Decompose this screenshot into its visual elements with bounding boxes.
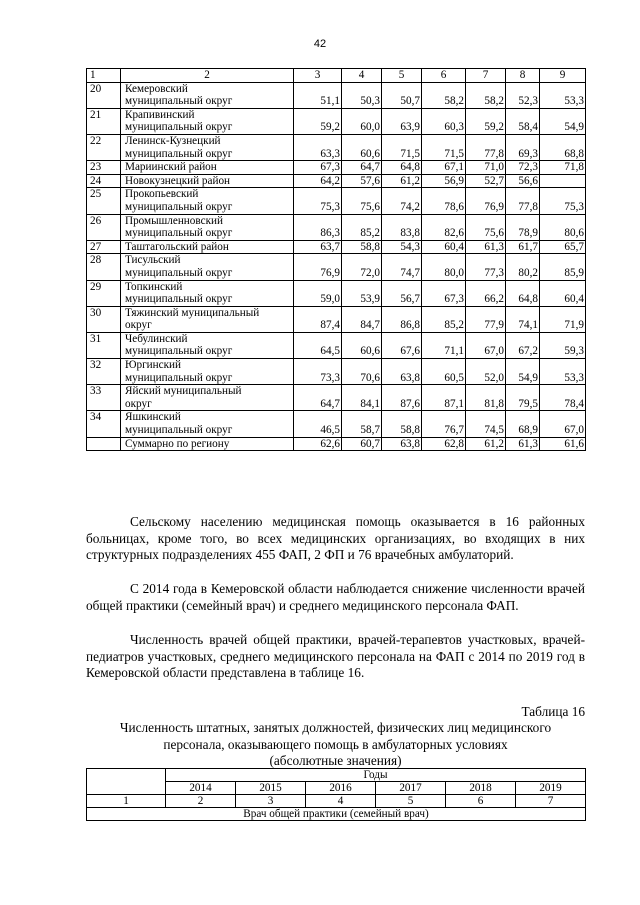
value-cell: 74,5	[466, 411, 506, 437]
header-cell: 3	[294, 69, 342, 83]
district-name-line: округ	[125, 397, 152, 410]
district-name-line: Тяжинский муниципальный	[125, 306, 260, 319]
value-cell: 62,8	[422, 437, 466, 451]
year-cell: 2017	[376, 782, 446, 795]
table-row	[87, 359, 586, 385]
district-name	[121, 359, 294, 385]
year-cell: 2019	[516, 782, 586, 795]
district-name-line: Кемеровский	[125, 82, 188, 95]
value-cell: 67,0	[540, 411, 586, 437]
caption-line: персонала, оказывающего помощь в амбулаторных условиях	[163, 736, 508, 752]
district-name-line: Топкинский	[125, 280, 183, 293]
value-cell: 75,6	[466, 214, 506, 240]
district-name	[121, 214, 294, 240]
value-cell: 85,2	[422, 306, 466, 332]
table-row	[87, 385, 586, 411]
district-name-line: округ	[125, 319, 152, 332]
district-name-line: Юргинский	[125, 359, 182, 372]
district-name-line: Чебулинский	[125, 332, 188, 345]
value-cell: 80,2	[506, 254, 540, 280]
district-name	[121, 134, 294, 160]
value-cell: 75,3	[540, 188, 586, 214]
value-cell: 71,5	[382, 134, 422, 160]
value-cell: 61,3	[466, 240, 506, 254]
table-row	[87, 332, 586, 358]
paragraph: Сельскому населению медицинская помощь оказывается в 16 районных больницах, кроме того, во всех медицинских организациях, во входящих в них структурных подразделениях 455 ФАП, 2 ФП и 76 врачебных амбулаторий.	[86, 514, 585, 563]
district-name	[121, 240, 294, 254]
row-number: 28	[87, 254, 121, 280]
district-name-line: муниципальный округ	[125, 293, 233, 306]
value-cell: 57,6	[342, 174, 382, 188]
header-cell: 4	[342, 69, 382, 83]
row-number: 30	[87, 306, 121, 332]
paragraph: Численность врачей общей практики, врачей-терапевтов участковых, врачей-педиатров участковых, среднего медицинского персонала на ФАП с 2014 по 2019 год в Кемеровской области представлена в таблице 16.	[86, 632, 585, 681]
value-cell: 72,0	[342, 254, 382, 280]
value-cell: 59,2	[294, 108, 342, 134]
caption-line: Численность штатных, занятых должностей, физических лиц медицинского	[119, 720, 552, 735]
value-cell: 80,0	[422, 254, 466, 280]
value-cell: 50,3	[342, 82, 382, 108]
district-name	[121, 188, 294, 214]
district-name-line: Таштагольский район	[125, 240, 229, 253]
row-number: 32	[87, 359, 121, 385]
district-name	[121, 280, 294, 306]
value-cell: 74,7	[382, 254, 422, 280]
body-text	[86, 632, 585, 682]
value-cell: 71,0	[466, 161, 506, 175]
value-cell: 76,7	[422, 411, 466, 437]
table-row	[87, 240, 586, 254]
value-cell: 54,3	[382, 240, 422, 254]
value-cell: 73,3	[294, 359, 342, 385]
data-table	[86, 68, 586, 451]
value-cell: 61,6	[540, 437, 586, 451]
value-cell: 61,2	[466, 437, 506, 451]
value-cell: 77,3	[466, 254, 506, 280]
value-cell: 77,9	[466, 306, 506, 332]
table-label: Таблица 16	[521, 704, 585, 719]
district-name	[121, 437, 294, 451]
value-cell: 66,2	[466, 280, 506, 306]
district-name-line: Промышленновский	[125, 214, 223, 227]
district-name-line: Яшкинский	[125, 411, 181, 424]
value-cell: 58,2	[466, 82, 506, 108]
district-name	[121, 108, 294, 134]
table-row	[87, 174, 586, 188]
year-cell: 2016	[306, 782, 376, 795]
district-name-line: Новокузнецкий район	[125, 174, 231, 187]
empty-header-cell	[87, 769, 166, 795]
value-cell: 67,2	[506, 332, 540, 358]
col-number-cell: 1	[87, 795, 166, 808]
value-cell: 76,9	[466, 188, 506, 214]
value-cell: 81,8	[466, 385, 506, 411]
value-cell: 52,0	[466, 359, 506, 385]
row-number: 23	[87, 161, 121, 175]
district-name-line: Мариинский район	[125, 161, 217, 174]
year-cell: 2018	[446, 782, 516, 795]
value-cell: 84,7	[342, 306, 382, 332]
header-cell: 2	[121, 69, 294, 83]
row-number: 33	[87, 385, 121, 411]
value-cell: 58,7	[342, 411, 382, 437]
district-name-line: Крапивинский	[125, 108, 195, 121]
value-cell: 60,5	[422, 359, 466, 385]
table-16	[86, 768, 586, 821]
row-number	[87, 437, 121, 451]
caption-line: (абсолютные значения)	[269, 753, 402, 768]
table-row	[87, 254, 586, 280]
value-cell: 78,9	[506, 214, 540, 240]
header-cell: 6	[422, 69, 466, 83]
value-cell: 60,7	[342, 437, 382, 451]
district-name	[121, 411, 294, 437]
value-cell: 53,3	[540, 82, 586, 108]
value-cell: 64,7	[294, 385, 342, 411]
value-cell: 67,0	[466, 332, 506, 358]
value-cell: 59,0	[294, 280, 342, 306]
value-cell: 75,6	[342, 188, 382, 214]
district-name	[121, 174, 294, 188]
body-text	[86, 581, 585, 614]
value-cell: 61,7	[506, 240, 540, 254]
value-cell: 82,6	[422, 214, 466, 240]
district-name-line: муниципальный округ	[125, 266, 233, 279]
year-cell: 2015	[236, 782, 306, 795]
table-row	[87, 214, 586, 240]
value-cell: 59,3	[540, 332, 586, 358]
value-cell: 56,7	[382, 280, 422, 306]
row-number: 21	[87, 108, 121, 134]
district-name-line: Прокопьевский	[125, 188, 199, 201]
col-number-cell: 7	[516, 795, 586, 808]
value-cell: 60,0	[342, 108, 382, 134]
value-cell: 85,2	[342, 214, 382, 240]
value-cell: 79,5	[506, 385, 540, 411]
value-cell: 46,5	[294, 411, 342, 437]
value-cell: 68,8	[540, 134, 586, 160]
district-name	[121, 385, 294, 411]
table-header-row	[87, 69, 586, 83]
row-number: 29	[87, 280, 121, 306]
value-cell: 60,6	[342, 332, 382, 358]
col-number-cell: 4	[306, 795, 376, 808]
value-cell: 63,8	[382, 359, 422, 385]
section-row: Врач общей практики (семейный врач)	[87, 808, 586, 821]
value-cell	[540, 174, 586, 188]
district-name-line: муниципальный округ	[125, 147, 233, 160]
district-name-line: муниципальный округ	[125, 371, 233, 384]
header-cell: 1	[87, 69, 121, 83]
value-cell: 52,7	[466, 174, 506, 188]
value-cell: 86,3	[294, 214, 342, 240]
district-name-line: Суммарно по региону	[125, 437, 230, 450]
table-caption	[86, 720, 585, 770]
value-cell: 54,9	[506, 359, 540, 385]
value-cell: 52,3	[506, 82, 540, 108]
value-cell: 60,6	[342, 134, 382, 160]
value-cell: 71,8	[540, 161, 586, 175]
value-cell: 63,8	[382, 437, 422, 451]
header-cell: 7	[466, 69, 506, 83]
value-cell: 61,3	[506, 437, 540, 451]
district-name-line: муниципальный округ	[125, 424, 233, 437]
row-number: 26	[87, 214, 121, 240]
district-name-line: муниципальный округ	[125, 121, 233, 134]
value-cell: 76,9	[294, 254, 342, 280]
value-cell: 63,7	[294, 240, 342, 254]
row-number: 25	[87, 188, 121, 214]
value-cell: 87,4	[294, 306, 342, 332]
value-cell: 60,4	[422, 240, 466, 254]
header-cell: 5	[382, 69, 422, 83]
value-cell: 85,9	[540, 254, 586, 280]
value-cell: 71,1	[422, 332, 466, 358]
value-cell: 64,8	[382, 161, 422, 175]
col-number-cell: 5	[376, 795, 446, 808]
col-number-cell: 6	[446, 795, 516, 808]
value-cell: 60,4	[540, 280, 586, 306]
paragraph: С 2014 года в Кемеровской области наблюдается снижение численности врачей общей практики (семейный врач) и среднего медицинского персонала ФАП.	[86, 581, 585, 613]
years-header: Годы	[166, 769, 586, 782]
value-cell: 75,3	[294, 188, 342, 214]
district-name-line: муниципальный округ	[125, 345, 233, 358]
col-number-cell: 3	[236, 795, 306, 808]
district-name-line: муниципальный округ	[125, 227, 233, 240]
value-cell: 84,1	[342, 385, 382, 411]
value-cell: 64,8	[506, 280, 540, 306]
table-row	[87, 306, 586, 332]
table-row	[87, 188, 586, 214]
row-number: 27	[87, 240, 121, 254]
district-name-line: Яйский муниципальный	[125, 385, 242, 398]
year-cell: 2014	[166, 782, 236, 795]
value-cell: 67,1	[422, 161, 466, 175]
district-name	[121, 306, 294, 332]
value-cell: 58,4	[506, 108, 540, 134]
header-cell: 9	[540, 69, 586, 83]
row-number: 34	[87, 411, 121, 437]
value-cell: 63,3	[294, 134, 342, 160]
value-cell: 58,8	[382, 411, 422, 437]
row-number: 24	[87, 174, 121, 188]
table-row	[87, 280, 586, 306]
value-cell: 64,2	[294, 174, 342, 188]
value-cell: 64,5	[294, 332, 342, 358]
value-cell: 86,8	[382, 306, 422, 332]
value-cell: 56,9	[422, 174, 466, 188]
value-cell: 58,2	[422, 82, 466, 108]
value-cell: 70,6	[342, 359, 382, 385]
value-cell: 62,6	[294, 437, 342, 451]
value-cell: 78,6	[422, 188, 466, 214]
value-cell: 59,2	[466, 108, 506, 134]
row-number: 20	[87, 82, 121, 108]
value-cell: 60,3	[422, 108, 466, 134]
district-name-line: муниципальный округ	[125, 200, 233, 213]
value-cell: 83,8	[382, 214, 422, 240]
value-cell: 63,9	[382, 108, 422, 134]
value-cell: 74,2	[382, 188, 422, 214]
value-cell: 87,6	[382, 385, 422, 411]
value-cell: 50,7	[382, 82, 422, 108]
value-cell: 56,6	[506, 174, 540, 188]
value-cell: 80,6	[540, 214, 586, 240]
value-cell: 58,8	[342, 240, 382, 254]
table-row	[87, 108, 586, 134]
value-cell: 53,9	[342, 280, 382, 306]
value-cell: 71,5	[422, 134, 466, 160]
value-cell: 67,3	[294, 161, 342, 175]
district-name-line: Ленинск-Кузнецкий	[125, 134, 221, 147]
row-number: 22	[87, 134, 121, 160]
table-row	[87, 161, 586, 175]
district-name	[121, 82, 294, 108]
district-name	[121, 332, 294, 358]
value-cell: 71,9	[540, 306, 586, 332]
table-row	[87, 134, 586, 160]
row-number: 31	[87, 332, 121, 358]
value-cell: 65,7	[540, 240, 586, 254]
district-name	[121, 161, 294, 175]
value-cell: 64,7	[342, 161, 382, 175]
value-cell: 67,6	[382, 332, 422, 358]
value-cell: 68,9	[506, 411, 540, 437]
district-name-line: Тисульский	[125, 254, 181, 267]
header-cell: 8	[506, 69, 540, 83]
value-cell: 54,9	[540, 108, 586, 134]
value-cell: 77,8	[466, 134, 506, 160]
value-cell: 74,1	[506, 306, 540, 332]
value-cell: 87,1	[422, 385, 466, 411]
value-cell: 51,1	[294, 82, 342, 108]
value-cell: 77,8	[506, 188, 540, 214]
table-row	[87, 82, 586, 108]
value-cell: 53,3	[540, 359, 586, 385]
table-row	[87, 411, 586, 437]
value-cell: 69,3	[506, 134, 540, 160]
value-cell: 72,3	[506, 161, 540, 175]
body-text	[86, 514, 585, 564]
table-row	[87, 437, 586, 451]
page-number: 42	[313, 38, 327, 50]
district-name-line: муниципальный округ	[125, 95, 233, 108]
col-number-cell: 2	[166, 795, 236, 808]
district-name	[121, 254, 294, 280]
value-cell: 78,4	[540, 385, 586, 411]
value-cell: 61,2	[382, 174, 422, 188]
value-cell: 67,3	[422, 280, 466, 306]
